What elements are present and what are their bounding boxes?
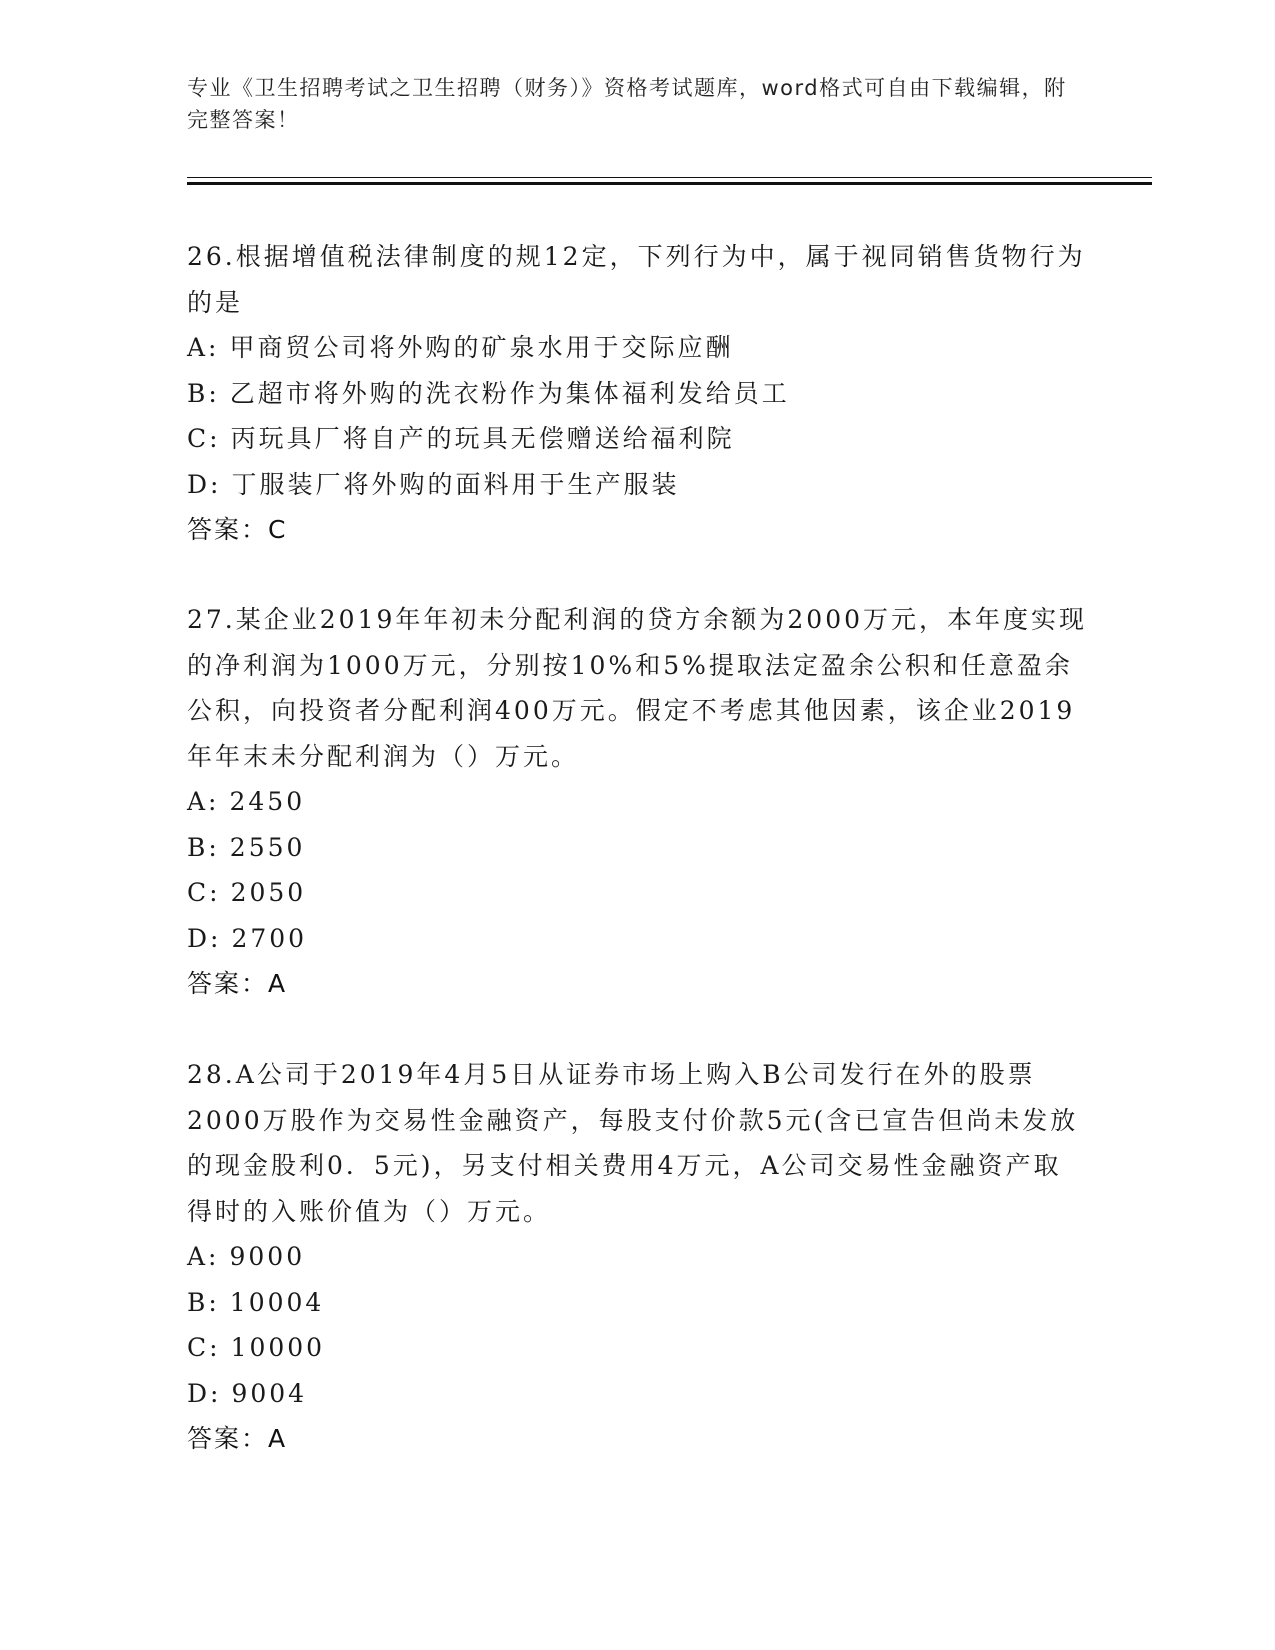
option-text: 丙玩具厂将自产的玩具无偿赠送给福利院 — [230, 424, 735, 453]
option-key: B: — [187, 378, 220, 408]
option-key: A: — [187, 787, 220, 816]
answer-line: 答案：A — [187, 1424, 288, 1453]
option-key: A: — [187, 333, 220, 362]
question-stem: 27.某企业2019年年初未分配利润的贷方余额为2000万元，本年度实现的净利润为1000万元，分别按10%和5%提取法定盈余公积和任意盈余公积，向投资者分配利润400万元。假定不考虑其他因素，该企业2019年年末未分配利润为（）万元。 — [187, 605, 1088, 771]
option-c — [187, 416, 1087, 462]
option-key: B: — [187, 1287, 220, 1317]
question-26 — [187, 234, 1087, 553]
option-text: 甲商贸公司将外购的矿泉水用于交际应酬 — [229, 333, 734, 362]
option-key: B: — [187, 832, 220, 862]
option-c — [187, 1325, 1087, 1371]
option-d — [187, 1371, 1087, 1417]
option-text: 2450 — [229, 787, 306, 816]
option-key: D: — [187, 469, 222, 499]
option-b — [187, 371, 1087, 417]
option-text: 10000 — [230, 1333, 326, 1362]
option-text: 9000 — [229, 1242, 306, 1271]
option-key: C: — [187, 1333, 221, 1362]
option-a — [187, 1234, 1087, 1280]
option-text: 10004 — [229, 1287, 325, 1317]
option-key: C: — [187, 424, 221, 453]
question-28 — [187, 1052, 1087, 1462]
option-text: 9004 — [231, 1378, 308, 1408]
option-b — [187, 1280, 1087, 1326]
question-stem: 26.根据增值税法律制度的规12定，下列行为中，属于视同销售货物行为的是 — [187, 242, 1086, 317]
answer-line: 答案：C — [187, 515, 288, 544]
option-text: 2550 — [229, 832, 306, 862]
option-text: 乙超市将外购的洗衣粉作为集体福利发给员工 — [229, 378, 790, 408]
option-text: 2050 — [230, 878, 307, 907]
option-key: D: — [187, 1378, 222, 1408]
question-stem: 28.A公司于2019年4月5日从证券市场上购入B公司发行在外的股票2000万股作为交易性金融资产，每股支付价款5元(含已宣告但尚未发放的现金股利0．5元)，另支付相关费用4万元，A公司交易性金融资产取得时的入账价值为（）万元。 — [187, 1060, 1079, 1226]
option-text: 2700 — [231, 923, 308, 953]
header-description: 专业《卫生招聘考试之卫生招聘（财务）》资格考试题库，word格式可自由下载编辑，附完整答案！ — [187, 76, 1067, 132]
question-27 — [187, 597, 1087, 1007]
option-key: D: — [187, 923, 222, 953]
option-a — [187, 779, 1087, 825]
option-c — [187, 870, 1087, 916]
option-d — [187, 916, 1087, 962]
answer-line: 答案：A — [187, 969, 288, 998]
option-key: A: — [187, 1242, 220, 1271]
option-a — [187, 325, 1087, 371]
option-d — [187, 462, 1087, 508]
header-divider-thick — [187, 182, 1152, 185]
option-b — [187, 825, 1087, 871]
option-text: 丁服装厂将外购的面料用于生产服装 — [231, 469, 680, 499]
option-key: C: — [187, 878, 221, 907]
header-divider-thin — [187, 177, 1152, 178]
